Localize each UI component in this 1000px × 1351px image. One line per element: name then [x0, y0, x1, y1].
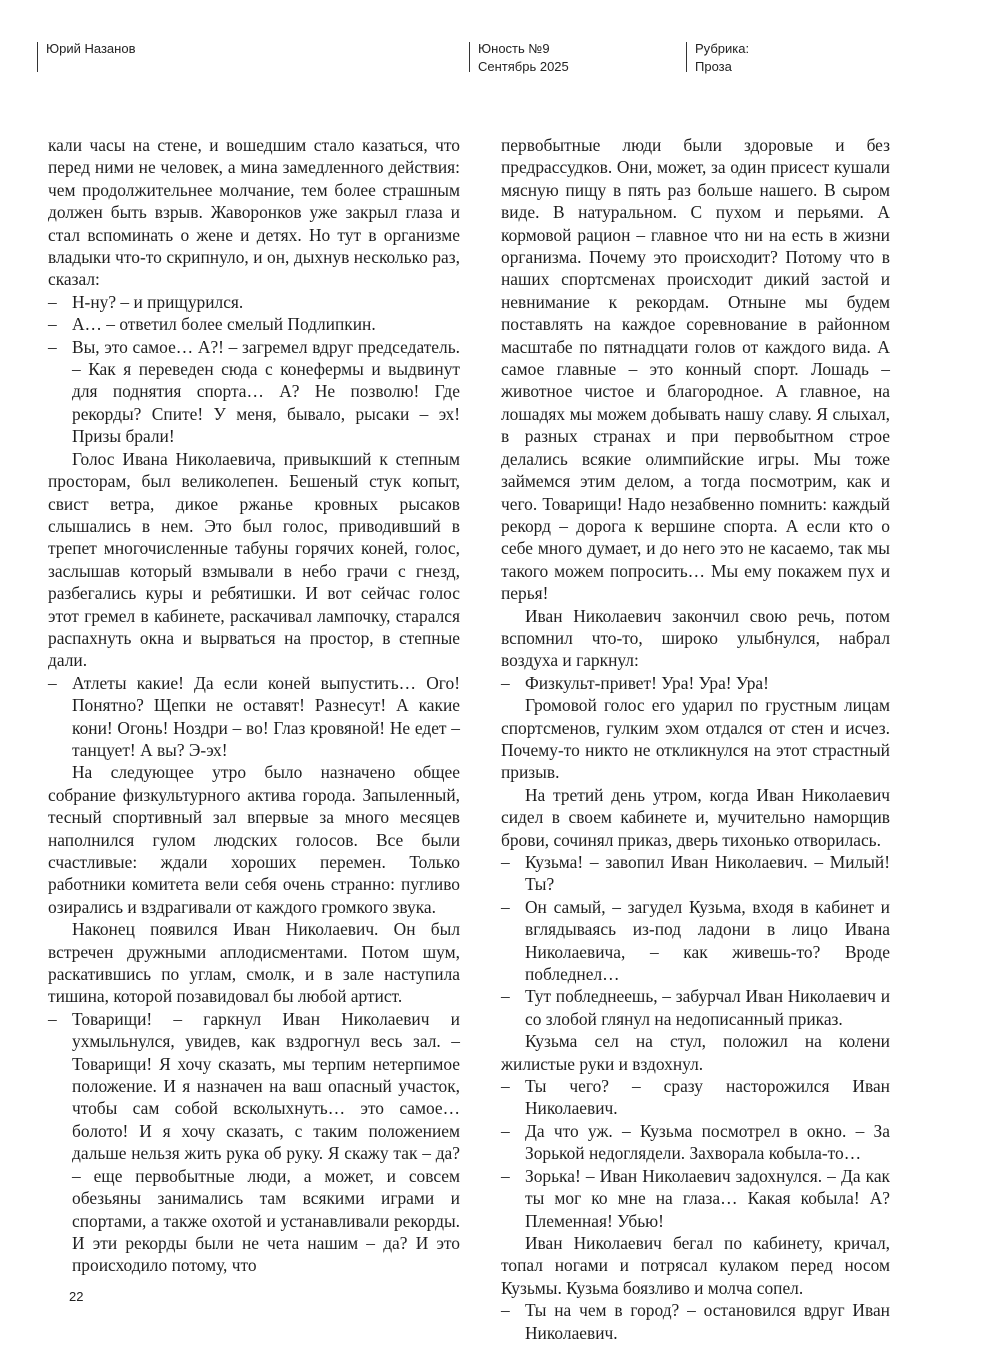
paragraph: Голос Ивана Николаевича, привыкший к степным просторам, был великолепен. Бешеный стук копыт, свист ветра, дикое ржанье кровных рысаков слышались в нем. Это был голос, приводивший в трепет многочисленные табуны горячих коней, голос, заслышав который взмывали в небо грачи с гнезд, разбегались куры и ребятишки. И вот сейчас голос этот гремел в кабинете, раскачивал лампочку, старался распахнуть окна и вырваться на простор, в степные дали. [48, 448, 460, 671]
paragraph: Иван Николаевич бегал по кабинету, кричал, топал ногами и потрясал кулаком перед носом Кузьмы. Кузьма боязливо и молча сопел. [501, 1232, 890, 1298]
paragraph: Кузьма сел на стул, положил на колени жилистые руки и вздохнул. [501, 1031, 890, 1074]
dialogue-line: – А… – ответил более смелый Подлипкин. [48, 313, 460, 335]
header-issue [469, 40, 569, 76]
author-name: Юрий Назанов [46, 41, 136, 56]
paragraph: Иван Николаевич закончил свою речь, потом вспомнил что-то, широко улыбнулся, набрал воздуха и гаркнул: [501, 605, 890, 671]
paragraph: Наконец появился Иван Николаевич. Он был встречен дружными аплодисментами. Потом шум, раскатившись по углам, смолк, и в зале наступила тишина, которой позавидовал бы любой артист. [48, 919, 460, 1007]
header-rubric [686, 40, 749, 76]
header-divider [37, 42, 38, 72]
header-author [37, 40, 135, 58]
dialogue-line: – Товарищи! – гаркнул Иван Николаевич и ухмыльнулся, увидев, как вздрогнул весь зал. – Товарищи! Я хочу сказать, мы терпим нетерпимое положение. И я назначен на ваш опасный участок, чтобы сам собой всколыхнуть… это самое… болото! И я хочу сказать, с таким положением дальше нельзя жить рука об руку. Я скажу так – да? – еще первобытные люди, а может, и совсем обезьяны занимались там всякими играми и спортами, а также охотой и устанавливали рекорды. И эти рекорды были не чета нашим – да? И это происходило потому, что [48, 1008, 460, 1277]
issue-title: Юность №9 [478, 41, 550, 56]
rubric-label: Рубрика: [695, 41, 750, 56]
dialogue-line: – Атлеты какие! Да если коней выпустить… Ого! Понятно? Щепки не оставят! Разнесут! А какие кони! Огонь! Ноздри – во! Глаз кровяной! Не едет – танцует! А вы? Э-эх! [48, 672, 460, 762]
header-divider [686, 42, 687, 72]
paragraph: На третий день утром, когда Иван Николаевич сидел в своем кабинете и, мучительно наморщив брови, сочинял приказ, дверь тихонько отворилась. [501, 784, 890, 850]
page-number: 22 [69, 1289, 84, 1304]
dialogue-line: – Ты чего? – сразу насторожился Иван Николаевич. [501, 1075, 890, 1120]
dialogue-line: – Н-ну? – и прищурился. [48, 291, 460, 313]
dialogue-line: – Зорька! – Иван Николаевич задохнулся. – Да как ты мог ко мне на глаза… Какая кобыла! А? Племенная! Убью! [501, 1165, 890, 1232]
paragraph: На следующее утро было назначено общее собрание физкультурного актива города. Запыленный, тесный спортивный зал впервые за много месяцев наполнился гулом людских голосов. Все были счастливые: ждали хороших перемен. Только работники комитета вели себя очень странно: пугливо озирались и вздрагивали от каждого громкого звука. [48, 762, 460, 917]
dialogue-line: – Он самый, – загудел Кузьма, входя в кабинет и вглядываясь из-под ладони в лицо Ивана Николаевича, – как живешь-то? Вроде побледнел… [501, 896, 890, 986]
dialogue-line: – Физкульт-привет! Ура! Ура! Ура! [501, 672, 890, 694]
paragraph: первобытные люди были здоровые и без предрассудков. Они, может, за один присест кушали мясную пищу в пять раз больше нашего. В сыром виде. В натуральном. С пухом и перьями. А кормовой рацион – главное что ни на есть в жизни организма. Почему это происходит? Потому что в наших спортсменах происходит дикий застой и невнимание к рекордам. Отныне мы будем поставлять на каждое соревнование в районном масштабе по пятнадцати голов от каждого вида. А самое главные – это конный спорт. Лошадь – животное чистое и благородное. А главное, на лошадях мы можем добывать нашу славу. Я слыхал, в разных странах и при первобытном строе делались всякие олимпийские игры. Мы тоже займемся этим делом, а тогда посмотрим, как и чего. Товарищи! Надо незабвенно помнить: каждый рекорд – дорога к вершине спорта. А если кто о себе много думает, и до него это не касаемо, так мы такого можем попросить… Мы ему покажем пух и перья! [501, 135, 890, 604]
header-divider [469, 42, 470, 72]
dialogue-line: – Тут побледнеешь, – забурчал Иван Николаевич и со злобой глянул на недописанный приказ. [501, 985, 890, 1030]
paragraph: кали часы на стене, и вошедшим стало казаться, что перед ними не человек, а мина замедленного действия: чем продолжительнее молчание, тем более страшным должен быть взрыв. Жаворонков уже закрыл глаза и стал вспоминать о жене и детях. Но тут в организме владыки что-то скрипнуло, и он, дыхнув несколько раз, сказал: [48, 135, 460, 290]
dialogue-line: – Ты на чем в город? – остановился вдруг Иван Николаевич. [501, 1299, 890, 1344]
issue-date: Сентябрь 2025 [478, 59, 569, 74]
rubric-value: Проза [695, 59, 732, 74]
text-column-left [48, 134, 460, 1277]
dialogue-line: – Да что уж. – Кузьма посмотрел в окно. – За Зорькой недоглядели. Захворала кобыла-то… [501, 1120, 890, 1165]
dialogue-line: – Вы, это самое… А?! – загремел вдруг председатель. – Как я переведен сюда с конефермы и выдвинут для поднятия спорта… А? Не позволю! Где рекорды? Спите! У меня, бывало, рысаки – эх! Призы брали! [48, 336, 460, 448]
text-column-right [501, 134, 890, 1344]
paragraph: Громовой голос его ударил по грустным лицам спортсменов, гулким эхом отдался от стен и исчез. Почему-то никто не откликнулся на этот страстный призыв. [501, 695, 890, 783]
dialogue-line: – Кузьма! – завопил Иван Николаевич. – Милый! Ты? [501, 851, 890, 896]
